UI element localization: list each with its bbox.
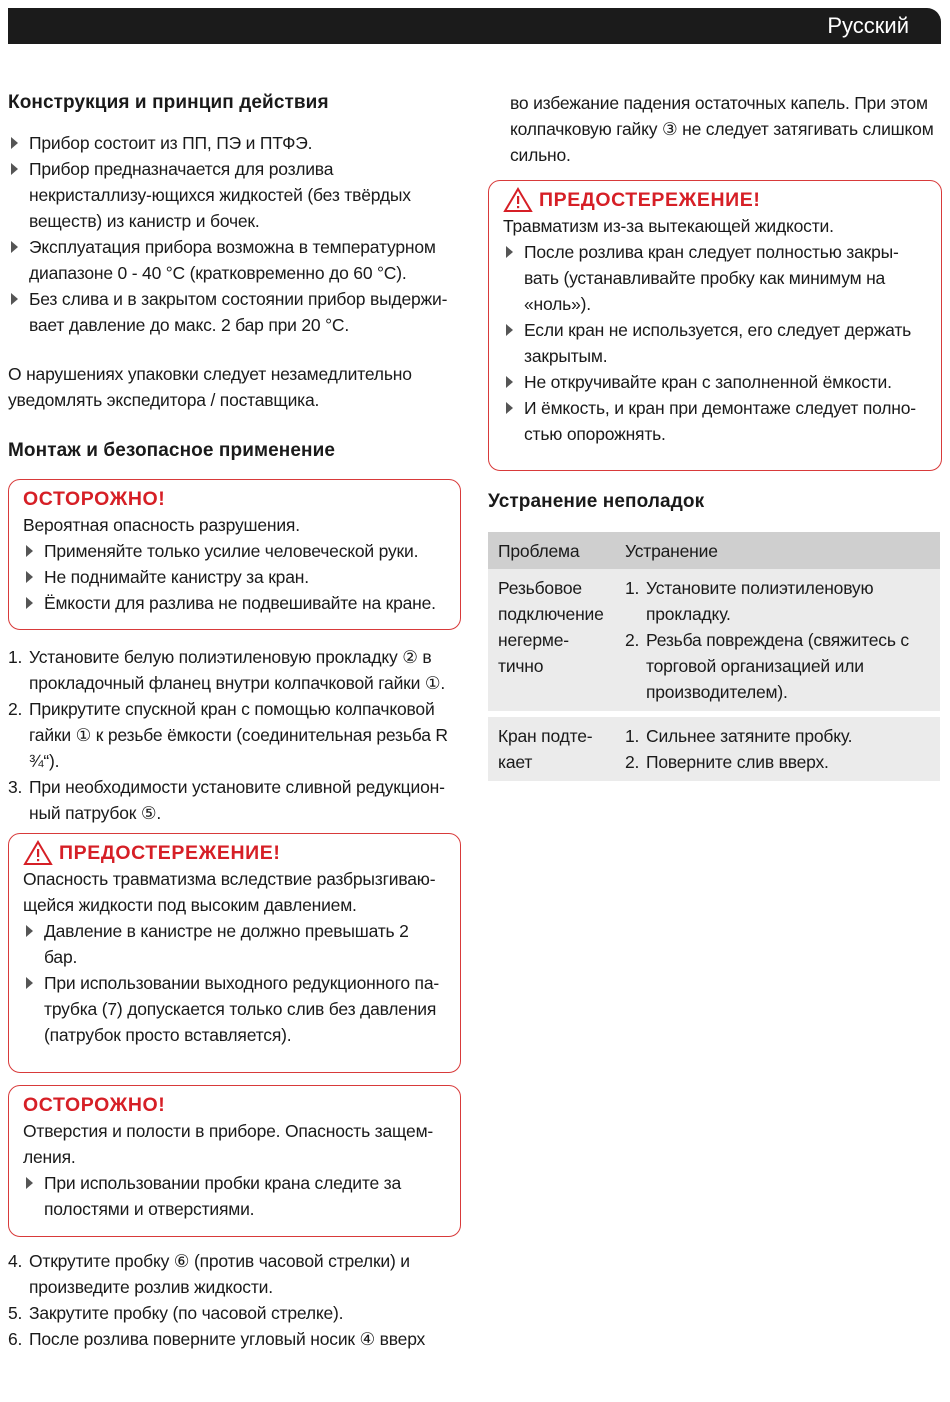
caution-title [23, 486, 446, 512]
list-item: При использовании пробки крана следите за полостями и отверстиями. [23, 1170, 446, 1222]
continuation-text: во избежание падения остаточных капель. При этом колпачковую гайку ③ не следует затягивать слишком сильно. [510, 93, 934, 165]
section-title-troubleshooting: Устранение неполадок [488, 491, 705, 512]
fix-list [625, 575, 930, 705]
step-item [8, 644, 452, 696]
step-item [8, 1300, 454, 1326]
list-item: Не откручивайте кран с заполненной ёмкости. [503, 369, 927, 395]
language-header-bar [8, 8, 941, 44]
list-item: И ёмкость, и кран при демонтаже следует полно-стью опорожнять. [503, 395, 927, 447]
fix-text: Поверните слив вверх. [646, 752, 829, 772]
section-title-installation: Монтаж и безопасное применение [8, 440, 336, 461]
list-item: Давление в канистре не должно превышать 2 бар. [23, 918, 446, 970]
step-item [8, 696, 452, 774]
warning-list [23, 918, 446, 1048]
warning-triangle-icon [23, 840, 53, 866]
step-number: 3. [8, 777, 23, 797]
list-item: Не поднимайте канистру за кран. [23, 564, 446, 590]
caution-box-2 [8, 1085, 461, 1237]
step-item [8, 774, 452, 826]
warning-title [23, 840, 446, 866]
caution-title-text: ОСТОРОЖНО! [23, 488, 166, 510]
section-title-construction: Конструкция и принцип действия [8, 92, 329, 113]
caution-box-1 [8, 479, 461, 630]
fix-item [625, 749, 930, 775]
warning-list [503, 239, 927, 447]
list-item: Без слива и в закрытом состоянии прибор выдержи-вает давление до макс. 2 бар при 20 °C. [8, 286, 456, 338]
caution-text: Отверстия и полости в приборе. Опасность защем-ления. [23, 1121, 434, 1167]
list-item: Если кран не используется, его следует держать закрытым. [503, 317, 927, 369]
fix-text: Установите полиэтиленовую прокладку. [646, 578, 874, 624]
fix-item [625, 723, 930, 749]
fix-item [625, 575, 930, 627]
list-item: Прибор предназначается для розлива некристаллизу-ющихся жидкостей (без твёрдых веществ) из канистр и бочек. [8, 156, 456, 234]
problem-cell: Кран подте-кает [488, 714, 615, 781]
caution-title-text: ОСТОРОЖНО! [23, 1094, 166, 1116]
table-row [488, 569, 940, 714]
install-steps-a [8, 644, 452, 826]
list-item: Прибор состоит из ПП, ПЭ и ПТФЭ. [8, 130, 456, 156]
warning-text: Травматизм из-за вытекающей жидкости. [503, 216, 834, 236]
step-number: 4. [8, 1251, 23, 1271]
table-row [488, 714, 940, 781]
step-text: После розлива поверните угловый носик ④ вверх [29, 1329, 426, 1349]
warning-title [503, 187, 927, 213]
fix-list [625, 723, 930, 775]
problem-cell: Резьбовое подключение негерме-тично [488, 569, 615, 714]
list-item: При использовании выходного редукционного па-трубка (7) допускается только слив без давления (патрубок просто вставляется). [23, 970, 446, 1048]
fix-number: 2. [625, 630, 640, 650]
warning-title-text: ПРЕДОСТЕРЕЖЕНИЕ! [59, 842, 281, 864]
list-item: Применяйте только усилие человеческой руки. [23, 538, 446, 564]
caution-title [23, 1092, 446, 1118]
warning-text: Опасность травматизма вследствие разбрызгиваю-щейся жидкости под высоким давлением. [23, 869, 436, 915]
fix-text: Сильнее затяните пробку. [646, 726, 853, 746]
install-steps-b [8, 1248, 454, 1352]
step-text: При необходимости установите сливной редукцион-ный патрубок ⑤. [29, 777, 445, 823]
step-text: Открутите пробку ⑥ (против часовой стрелки) и произведите розлив жидкости. [29, 1251, 410, 1297]
warning-box-1 [8, 833, 461, 1073]
warning-triangle-icon [503, 187, 533, 213]
caution-list [23, 1170, 446, 1222]
fix-number: 1. [625, 726, 640, 746]
step-number: 1. [8, 647, 23, 667]
warning-box-2 [488, 180, 942, 471]
troubleshooting-table [488, 532, 940, 781]
fix-item [625, 627, 930, 705]
fix-number: 1. [625, 578, 640, 598]
table-header-row [488, 532, 940, 569]
column-header-fix: Устранение [615, 532, 940, 569]
column-header-problem: Проблема [488, 532, 615, 569]
step-number: 2. [8, 699, 23, 719]
construction-list [8, 130, 456, 338]
fix-cell [615, 569, 940, 714]
step-item [8, 1248, 454, 1300]
step-item [8, 1326, 454, 1352]
list-item: После розлива кран следует полностью закры-вать (устанавливайте пробку как минимум на «ноль»). [503, 239, 927, 317]
step-text: Установите белую полиэтиленовую прокладку ② в прокладочный фланец внутри колпачковой гайки ①. [29, 647, 445, 693]
packaging-note: О нарушениях упаковки следует незамедлительно уведомлять экспедитора / поставщика. [8, 364, 412, 410]
language-label: Русский [827, 13, 909, 38]
fix-cell [615, 714, 940, 781]
step-number: 5. [8, 1303, 23, 1323]
list-item: Эксплуатация прибора возможна в температурном диапазоне 0 - 40 °C (кратковременно до 60 °C). [8, 234, 456, 286]
caution-list [23, 538, 446, 616]
warning-title-text: ПРЕДОСТЕРЕЖЕНИЕ! [539, 189, 761, 211]
fix-text: Резьба повреждена (свяжитесь с торговой организацией или производителем). [646, 630, 909, 702]
list-item: Ёмкости для разлива не подвешивайте на кране. [23, 590, 446, 616]
fix-number: 2. [625, 752, 640, 772]
caution-text: Вероятная опасность разрушения. [23, 515, 300, 535]
step-text: Закрутите пробку (по часовой стрелке). [29, 1303, 344, 1323]
step-number: 6. [8, 1329, 23, 1349]
step-text: Прикрутите спускной кран с помощью колпачковой гайки ① к резьбе ёмкости (соединительная резьба R ¾“). [29, 699, 448, 771]
